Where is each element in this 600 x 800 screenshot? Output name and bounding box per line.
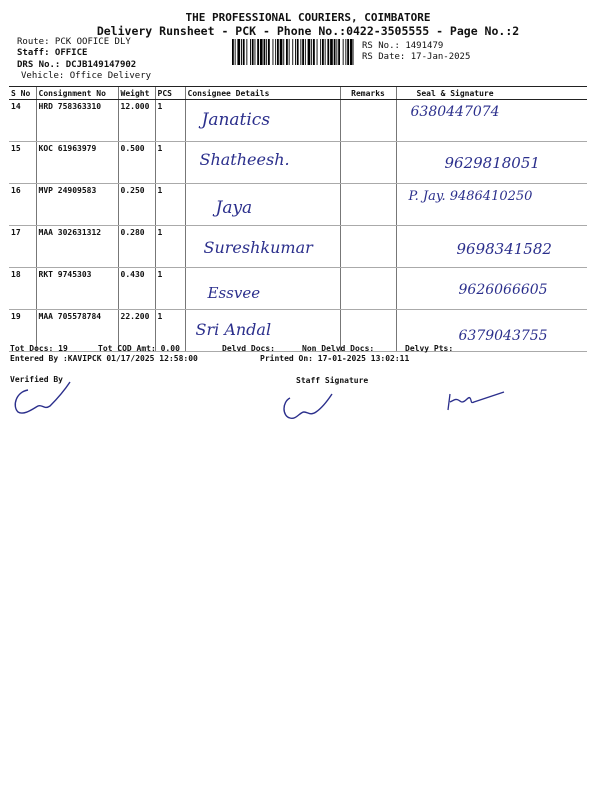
row-consignment: MVP 24909583 [36, 184, 118, 226]
table-row [9, 226, 587, 268]
route-label: Route: PCK OOFICE DLY [17, 37, 131, 47]
signature-handwriting: 6380447074 [410, 104, 500, 120]
total-docs: Tot Docs: 19 [10, 344, 68, 353]
col-consignment: Consignment No [36, 87, 118, 100]
row-consignment: MAA 705578784 [36, 310, 118, 352]
consignee-handwriting: Essvee [207, 284, 261, 302]
table-row [9, 100, 587, 142]
row-pcs: 1 [155, 226, 185, 268]
drs-number: DRS No.: DCJB149147902 [17, 60, 137, 70]
row-sno: 16 [9, 184, 36, 226]
row-pcs: 1 [155, 142, 185, 184]
signature-handwriting: 9698341582 [456, 240, 552, 258]
consignee-handwriting: Shatheesh. [199, 150, 290, 169]
col-pcs: PCS [155, 87, 185, 100]
row-consignment: HRD 758363310 [36, 100, 118, 142]
row-weight: 0.500 [118, 142, 155, 184]
signature-handwriting: 9629818051 [444, 154, 540, 172]
vehicle-label: Vehicle: Office Delivery [21, 71, 152, 81]
consignee-handwriting: Jaya [215, 198, 253, 218]
table-row [9, 268, 587, 310]
table-row [9, 142, 587, 184]
signature-handwriting: P. Jay. 9486410250 [408, 189, 533, 204]
delivery-table [9, 86, 587, 352]
table-row [9, 184, 587, 226]
delivered-docs: Delvd Docs: [222, 344, 275, 353]
company-title: THE PROFESSIONAL COURIERS, COIMBATORE [185, 11, 431, 24]
table-row [9, 310, 587, 352]
col-signature: Seal & Signature [396, 87, 587, 100]
signature-handwriting: 6379043755 [458, 328, 548, 344]
row-consignment: RKT 9745303 [36, 268, 118, 310]
row-weight: 22.200 [118, 310, 155, 352]
row-weight: 0.430 [118, 268, 155, 310]
row-weight: 12.000 [118, 100, 155, 142]
consignee-handwriting: Sri Andal [195, 320, 272, 339]
non-delivered-docs: Non Delvd Docs: [302, 344, 375, 353]
staff-signature-label: Staff Signature [296, 376, 369, 385]
row-sno: 15 [9, 142, 36, 184]
row-consignment: KOC 61963979 [36, 142, 118, 184]
row-weight: 0.280 [118, 226, 155, 268]
row-pcs: 1 [155, 184, 185, 226]
rs-number: RS No.: 1491479 [362, 41, 444, 51]
row-pcs: 1 [155, 268, 185, 310]
table-header-row [9, 87, 587, 100]
row-sno: 18 [9, 268, 36, 310]
barcode-image [232, 39, 354, 65]
signature-handwriting: 9626066605 [458, 282, 548, 298]
row-pcs: 1 [155, 100, 185, 142]
row-sno: 17 [9, 226, 36, 268]
verified-by-label: Verified By [10, 375, 63, 384]
row-sno: 14 [9, 100, 36, 142]
row-sno: 19 [9, 310, 36, 352]
col-consignee: Consignee Details [185, 87, 340, 100]
runsheet-subtitle: Delivery Runsheet - PCK - Phone No.:0422-3505555 - Page No.:2 [96, 24, 520, 38]
row-weight: 0.250 [118, 184, 155, 226]
row-consignment: MAA 302631312 [36, 226, 118, 268]
col-remarks: Remarks [340, 87, 396, 100]
verifier-signature-scribble [8, 376, 78, 420]
rs-date: RS Date: 17-Jan-2025 [362, 52, 471, 62]
staff-label: Staff: OFFICE [17, 48, 88, 58]
row-pcs: 1 [155, 310, 185, 352]
printed-on: Printed On: 17-01-2025 13:02:11 [260, 354, 410, 363]
total-cod-amount: Tot COD Amt: 0.00 [98, 344, 180, 353]
col-weight: Weight [118, 87, 155, 100]
delivery-points: Delvy Pts: [405, 344, 454, 353]
col-sno: S No [9, 87, 36, 100]
entered-by: Entered By :KAVIPCK 01/17/2025 12:58:00 [10, 354, 198, 363]
staff-signature-scribble [278, 388, 338, 424]
consignee-handwriting: Sureshkumar [203, 238, 313, 257]
receiver-signature-scribble [440, 388, 510, 418]
consignee-handwriting: Janatics [201, 110, 271, 130]
